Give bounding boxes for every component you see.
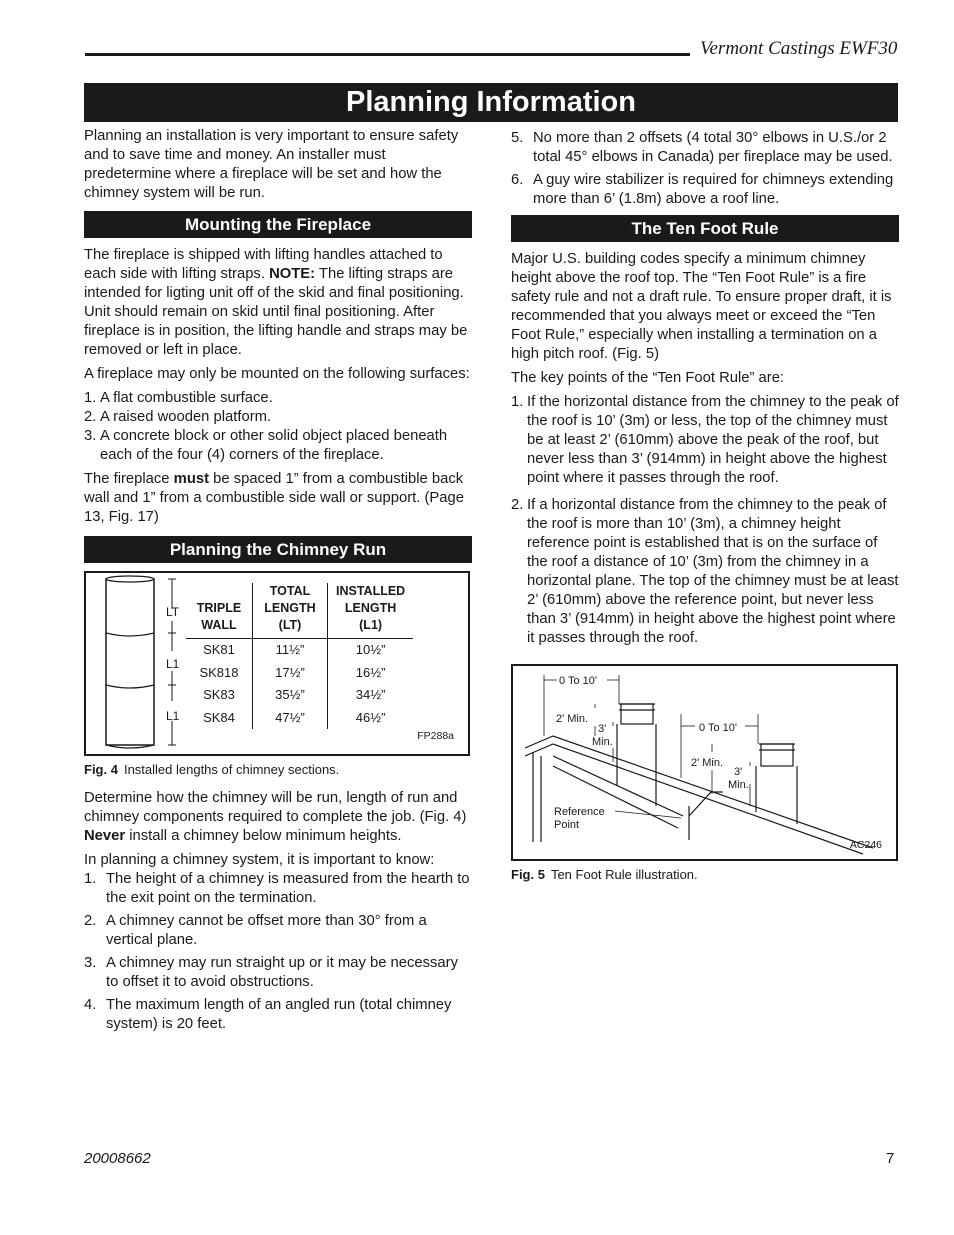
list-item: 5. No more than 2 offsets (4 total 30° elbows in U.S./or 2 total 45° elbows in Canada) per fireplace may be used. [511, 130, 893, 165]
figure-4-caption: Fig. 4 Installed lengths of chimney sections. [84, 762, 340, 777]
col-header-triple-wall: TRIPLE WALL [196, 601, 242, 632]
label-min-b: Min. [728, 779, 749, 791]
label-min-a: Min. [592, 736, 613, 748]
chimney-list-continued [511, 129, 899, 209]
label-3-a: 3' [598, 723, 607, 735]
figure-code: FP288a [417, 730, 454, 742]
intro-paragraph: Planning an installation is very important to ensure safety and to save time and money. An installer must predetermine where a fireplace will be set and how the chimney system will be run. [84, 128, 459, 201]
list-item: 1. A flat combustible surface. [84, 390, 273, 406]
label-l1-a: L1 [166, 657, 180, 671]
document-number: 20008662 [84, 1150, 151, 1167]
chimney-paragraph-1: Determine how the chimney will be run, length of run and chimney components required to complete the job. (Fig. 4) Never install a chimney below minimum heights. [84, 790, 467, 844]
label-0-to-10-b: 0 To 10' [699, 722, 737, 734]
section-heading-mounting: Mounting the Fireplace [84, 211, 472, 238]
ten-foot-paragraph-2: The key points of the “Ten Foot Rule” are: [511, 370, 785, 386]
table-row: SK81 11½” 10½” [186, 639, 413, 662]
mounting-paragraph-2: A fireplace may only be mounted on the following surfaces: [84, 366, 470, 382]
figure-5-caption: Fig. 5 Ten Foot Rule illustration. [511, 867, 698, 882]
page-number: 7 [886, 1150, 895, 1167]
label-reference-point: Reference Point [554, 806, 605, 831]
table-row: SK818 17½” 16½” [186, 662, 413, 685]
list-item: 2. A raised wooden platform. [84, 409, 272, 425]
chimney-sections-drawing [86, 573, 176, 754]
right-column [511, 129, 899, 894]
ten-foot-paragraph-1: Major U.S. building codes specify a minimum chimney height above the roof top. The “Ten Foot Rule” is a fire safety rule and not a draft rule. To ensure proper draft, it is recommended that you always meet or exceed the “Ten Foot Rule,” especially when installing a termination on a high pitch roof. (Fig. 5) [511, 251, 892, 362]
label-2min-b: 2' Min. [691, 757, 724, 769]
mounting-paragraph-1: The fireplace is shipped with lifting handles attached to each side with lifting straps. NOTE: The lifting straps are intended for ligting unit off of the skid and final positioning. Unit should remain on skid until final positioning. After fireplace is in position, the lifting handle and straps may be removed or left in place. [84, 247, 468, 358]
chimney-length-table [186, 583, 413, 729]
col-header-total-length: TOTAL LENGTH (LT) [253, 583, 328, 639]
col-header-installed-length: INSTALLED LENGTH (L1) [328, 583, 414, 639]
page-title: Planning Information [84, 83, 898, 122]
figure-5 [511, 664, 898, 861]
left-column [84, 127, 472, 1039]
label-2min-a: 2' Min. [556, 713, 589, 725]
chimney-paragraph-2: In planning a chimney system, it is important to know: [84, 852, 435, 868]
ten-foot-points [511, 393, 899, 648]
label-l1-b: L1 [166, 709, 180, 723]
header-rule [85, 53, 690, 56]
chimney-list [84, 870, 472, 1034]
label-0-to-10-a: 0 To 10' [559, 675, 597, 687]
list-item: 2. A chimney cannot be offset more than 30° from a vertical plane. [84, 913, 427, 948]
label-3-b: 3' [734, 766, 743, 778]
doc-title: Vermont Castings EWF30 [700, 38, 898, 59]
table-row: SK84 47½” 46½” [186, 707, 413, 730]
section-heading-chimney: Planning the Chimney Run [84, 536, 472, 563]
list-item: 4. The maximum length of an angled run (total chimney system) is 20 feet. [84, 997, 452, 1032]
list-item: 3. A concrete block or other solid object placed beneath each of the four (4) corners of the fireplace. [84, 428, 448, 463]
surface-list [84, 389, 472, 465]
list-item: 3. A chimney may run straight up or it may be necessary to offset it to avoid obstructions. [84, 955, 458, 990]
list-item: 6. A guy wire stabilizer is required for chimneys extending more than 6’ (1.8m) above a roof line. [511, 172, 894, 207]
section-heading-ten-foot-rule: The Ten Foot Rule [511, 215, 899, 242]
figure-code: AC246 [849, 839, 882, 851]
list-item: 2. If a horizontal distance from the chimney to the peak of the roof is more than 10’ (3m), a chimney height reference point is established that is on the surface of the roof a distance of 10’ (3m) from the chimney in a horizontal plane. The top of the chimney must be at least 2’ (610mm) above the reference point, but never less than 3’ (914mm) in height above the highest point where it passes through the roof. [511, 497, 899, 646]
label-lt: LT [166, 605, 180, 619]
mounting-paragraph-3: The fireplace must be spaced 1” from a combustible back wall and 1” from a combustible side wall or support. (Page 13, Fig. 17) [84, 471, 464, 525]
list-item: 1. If the horizontal distance from the chimney to the peak of the roof is 10’ (3m) or less, the top of the chimney must be at least 2’ (610mm) above the peak of the roof, but never less than 3’ (914mm) in height above the highest point where it passes through the roof. [511, 394, 899, 486]
table-row: SK83 35½” 34½” [186, 684, 413, 707]
figure-4 [84, 571, 470, 756]
list-item: 1. The height of a chimney is measured from the hearth to the exit point on the termination. [84, 871, 470, 906]
